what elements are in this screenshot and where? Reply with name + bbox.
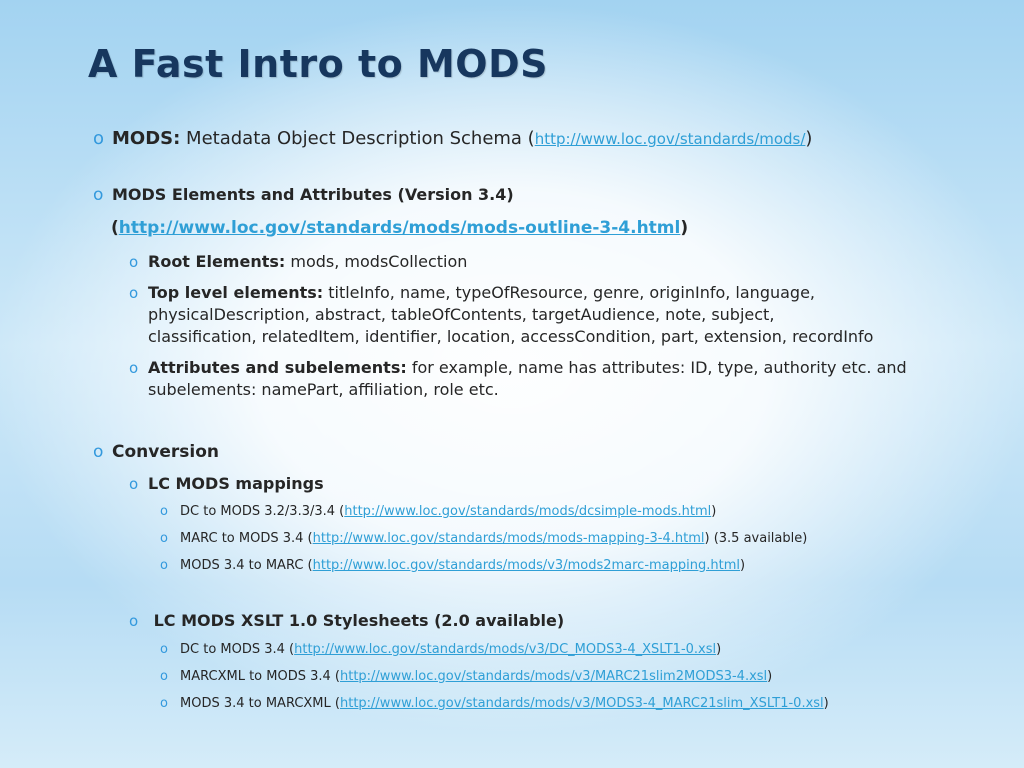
bullet-marker: o — [160, 669, 168, 684]
stylesheet-text: DC to MODS 3.4 ( — [180, 642, 295, 657]
stylesheet-after: ) — [716, 642, 722, 657]
bullet-marker: o — [129, 359, 139, 377]
bullet-marker: o — [129, 284, 139, 302]
slide-title: A Fast Intro to MODS — [88, 42, 548, 86]
elements-open: ( — [111, 218, 119, 238]
attributes-label: Attributes and subelements: — [148, 358, 407, 377]
mods-close: ) — [805, 128, 813, 149]
bullet-marker: o — [93, 442, 104, 462]
mapping-after: ) (3.5 available) — [704, 531, 808, 546]
bullet-attributes — [129, 357, 949, 401]
bullet-mods — [93, 128, 812, 149]
bullet-lc-mappings — [129, 474, 324, 493]
root-label: Root Elements: — [148, 252, 286, 271]
mods-link[interactable]: http://www.loc.gov/standards/mods/ — [534, 130, 806, 148]
mods-label: MODS: — [112, 128, 181, 149]
bullet-marker: o — [129, 475, 139, 493]
top-level-text-2: physicalDescription, abstract, tableOfContents, targetAudience, note, subject, — [148, 305, 775, 324]
stylesheet-item — [160, 696, 829, 711]
stylesheet-link[interactable]: http://www.loc.gov/standards/mods/v3/MARC21slim2MODS3-4.xsl — [339, 669, 768, 684]
mapping-text: MODS 3.4 to MARC ( — [180, 558, 313, 573]
conversion-label: Conversion — [112, 442, 219, 462]
mapping-text: DC to MODS 3.2/3.3/3.4 ( — [180, 504, 345, 519]
stylesheet-after: ) — [823, 696, 829, 711]
bullet-marker: o — [160, 642, 168, 657]
mapping-item — [160, 531, 807, 546]
stylesheet-item — [160, 642, 721, 657]
mapping-link[interactable]: http://www.loc.gov/standards/mods/dcsimple-mods.html — [344, 504, 712, 519]
top-level-label: Top level elements: — [148, 283, 324, 302]
stylesheet-link[interactable]: http://www.loc.gov/standards/mods/v3/MODS3-4_MARC21slim_XSLT1-0.xsl — [339, 696, 824, 711]
mapping-item — [160, 558, 745, 573]
bullet-marker: o — [129, 253, 139, 271]
bullet-marker: o — [129, 612, 139, 630]
top-level-text-3: classification, relatedItem, identifier, location, accessCondition, part, extension, recordInfo — [148, 327, 874, 346]
mapping-link[interactable]: http://www.loc.gov/standards/mods/mods-mapping-3-4.html — [312, 531, 705, 546]
mapping-item — [160, 504, 716, 519]
root-text: mods, modsCollection — [285, 252, 468, 271]
bullet-marker: o — [160, 531, 168, 546]
attributes-text-2: subelements: namePart, affiliation, role etc. — [148, 380, 499, 399]
mapping-after: ) — [740, 558, 746, 573]
bullet-marker: o — [160, 504, 168, 519]
stylesheet-after: ) — [767, 669, 773, 684]
stylesheet-text: MARCXML to MODS 3.4 ( — [180, 669, 340, 684]
bullet-xslt — [129, 611, 564, 630]
mods-text: Metadata Object Description Schema ( — [180, 128, 535, 149]
bullet-elements — [93, 185, 514, 205]
bullet-root-elements — [129, 252, 467, 271]
stylesheet-text: MODS 3.4 to MARCXML ( — [180, 696, 340, 711]
bullet-marker: o — [160, 696, 168, 711]
elements-label: MODS Elements and Attributes (Version 3.4) — [112, 185, 514, 204]
elements-close: ) — [680, 218, 689, 238]
lc-mappings-label: LC MODS mappings — [148, 474, 324, 493]
bullet-top-level — [129, 282, 949, 348]
elements-link-line — [111, 218, 688, 238]
mapping-link[interactable]: http://www.loc.gov/standards/mods/v3/mods2marc-mapping.html — [312, 558, 740, 573]
bullet-marker: o — [160, 558, 168, 573]
bullet-marker: o — [93, 185, 104, 205]
stylesheet-link[interactable]: http://www.loc.gov/standards/mods/v3/DC_MODS3-4_XSLT1-0.xsl — [294, 642, 717, 657]
mapping-after: ) — [711, 504, 717, 519]
attributes-text-1: for example, name has attributes: ID, type, authority etc. and — [406, 358, 907, 377]
top-level-text-1: titleInfo, name, typeOfResource, genre, originInfo, language, — [323, 283, 816, 302]
bullet-marker: o — [93, 128, 105, 149]
elements-link[interactable]: http://www.loc.gov/standards/mods/mods-outline-3-4.html — [118, 218, 681, 238]
mapping-text: MARC to MODS 3.4 ( — [180, 531, 313, 546]
xslt-label: LC MODS XSLT 1.0 Stylesheets (2.0 available) — [148, 611, 565, 630]
bullet-conversion — [93, 442, 219, 462]
stylesheet-item — [160, 669, 772, 684]
